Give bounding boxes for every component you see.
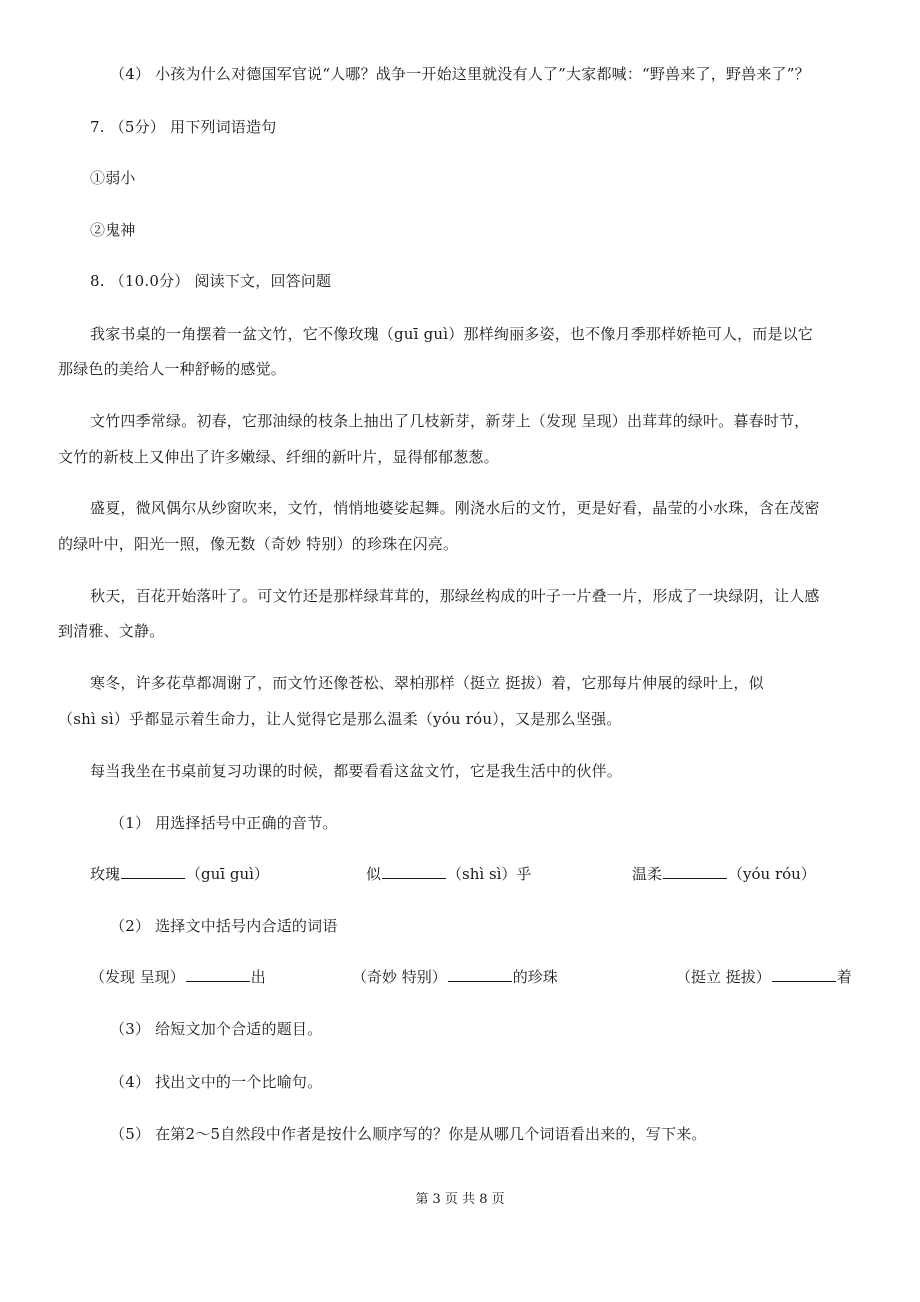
answer-blank[interactable] bbox=[186, 967, 250, 982]
sub1-answer-a bbox=[90, 863, 269, 885]
answer-blank[interactable] bbox=[121, 864, 185, 879]
question-8-title: 8. （10.0分） 阅读下文，回答问题 bbox=[90, 272, 332, 290]
passage-p6: 每当我坐在书桌前复习功课的时候，都要看看这盆文竹，它是我生活中的伙伴。 bbox=[90, 762, 623, 780]
sub2-answer-c bbox=[676, 966, 852, 988]
answer-blank[interactable] bbox=[772, 967, 836, 982]
sub2-answer-b bbox=[352, 966, 558, 988]
passage-p2-line1: 文竹四季常绿。初春，它那油绿的枝条上抽出了几枝新芽，新芽上（发现 呈现）出茸茸的绿叶。暮春时节， bbox=[90, 412, 810, 430]
sub2-b-options: （奇妙 特别） bbox=[352, 968, 447, 986]
answer-blank[interactable] bbox=[382, 864, 446, 879]
sub2-answer-a bbox=[90, 966, 266, 988]
passage-p3-line1: 盛夏，微风偶尔从纱窗吹来，文竹，悄悄地婆娑起舞。刚浇水后的文竹，更是好看，晶莹的小水珠，含在茂密 bbox=[90, 499, 820, 517]
passage-p2-line2: 文竹的新枝上又伸出了许多嫩绿、纤细的新叶片，显得郁郁葱葱。 bbox=[58, 448, 499, 466]
sub1-c-options: （yóu róu） bbox=[728, 865, 816, 883]
sub1-a-options: （guī guì） bbox=[186, 865, 269, 883]
sub1-c-label: 温柔 bbox=[632, 865, 663, 883]
page-footer: 第 3 页 共 8 页 bbox=[415, 1192, 505, 1207]
sub-question-1: （1） 用选择括号中正确的音节。 bbox=[110, 814, 338, 832]
sub2-a-suffix: 出 bbox=[250, 968, 266, 986]
question-7-item-2: ②鬼神 bbox=[90, 221, 136, 239]
sub-question-4: （4） 找出文中的一个比喻句。 bbox=[110, 1073, 323, 1091]
passage-p1-line1: 我家书桌的一角摆着一盆文竹，它不像玫瑰（guī guì）那样绚丽多姿，也不像月季那样娇艳可人，而是以它 bbox=[90, 325, 814, 343]
question-6-4: （4） 小孩为什么对德国军官说“人哪？战争一开始这里就没有人了”大家都喊：“野兽来了，野兽来了”？ bbox=[110, 65, 810, 83]
sub2-b-suffix: 的珍珠 bbox=[512, 968, 558, 986]
passage-p5-line2: （shì sì）乎都显示着生命力，让人觉得它是那么温柔（yóu róu），又是那么坚强。 bbox=[58, 710, 622, 728]
sub1-b-options: （shì sì）乎 bbox=[447, 865, 532, 883]
passage-p5-line1: 寒冬，许多花草都凋谢了，而文竹还像苍松、翠柏那样（挺立 挺拔）着，它那每片伸展的绿叶上，似 bbox=[90, 674, 764, 692]
sub1-answer-c bbox=[632, 863, 816, 885]
sub1-answer-b bbox=[366, 863, 531, 885]
sub2-c-suffix: 着 bbox=[836, 968, 852, 986]
passage-p3-line2: 的绿叶中，阳光一照，像无数（奇妙 特别）的珍珠在闪亮。 bbox=[58, 535, 459, 553]
sub-question-2: （2） 选择文中括号内合适的词语 bbox=[110, 917, 338, 935]
passage-p4-line1: 秋天，百花开始落叶了。可文竹还是那样绿茸茸的，那绿丝构成的叶子一片叠一片，形成了一块绿阴，让人感 bbox=[90, 587, 820, 605]
sub1-b-label: 似 bbox=[366, 865, 382, 883]
sub-question-5: （5） 在第2～5自然段中作者是按什么顺序写的？你是从哪几个词语看出来的，写下来。 bbox=[110, 1125, 707, 1143]
question-7-title: 7. （5分） 用下列词语造句 bbox=[90, 118, 277, 136]
question-7-item-1: ①弱小 bbox=[90, 169, 136, 187]
passage-p4-line2: 到清雅、文静。 bbox=[58, 622, 165, 640]
passage-p1-line2: 那绿色的美给人一种舒畅的感觉。 bbox=[58, 360, 287, 378]
sub2-a-options: （发现 呈现） bbox=[90, 968, 185, 986]
answer-blank[interactable] bbox=[663, 864, 727, 879]
sub1-a-label: 玫瑰 bbox=[90, 865, 121, 883]
sub-question-3: （3） 给短文加个合适的题目。 bbox=[110, 1020, 323, 1038]
sub2-c-options: （挺立 挺拔） bbox=[676, 968, 771, 986]
answer-blank[interactable] bbox=[448, 967, 512, 982]
